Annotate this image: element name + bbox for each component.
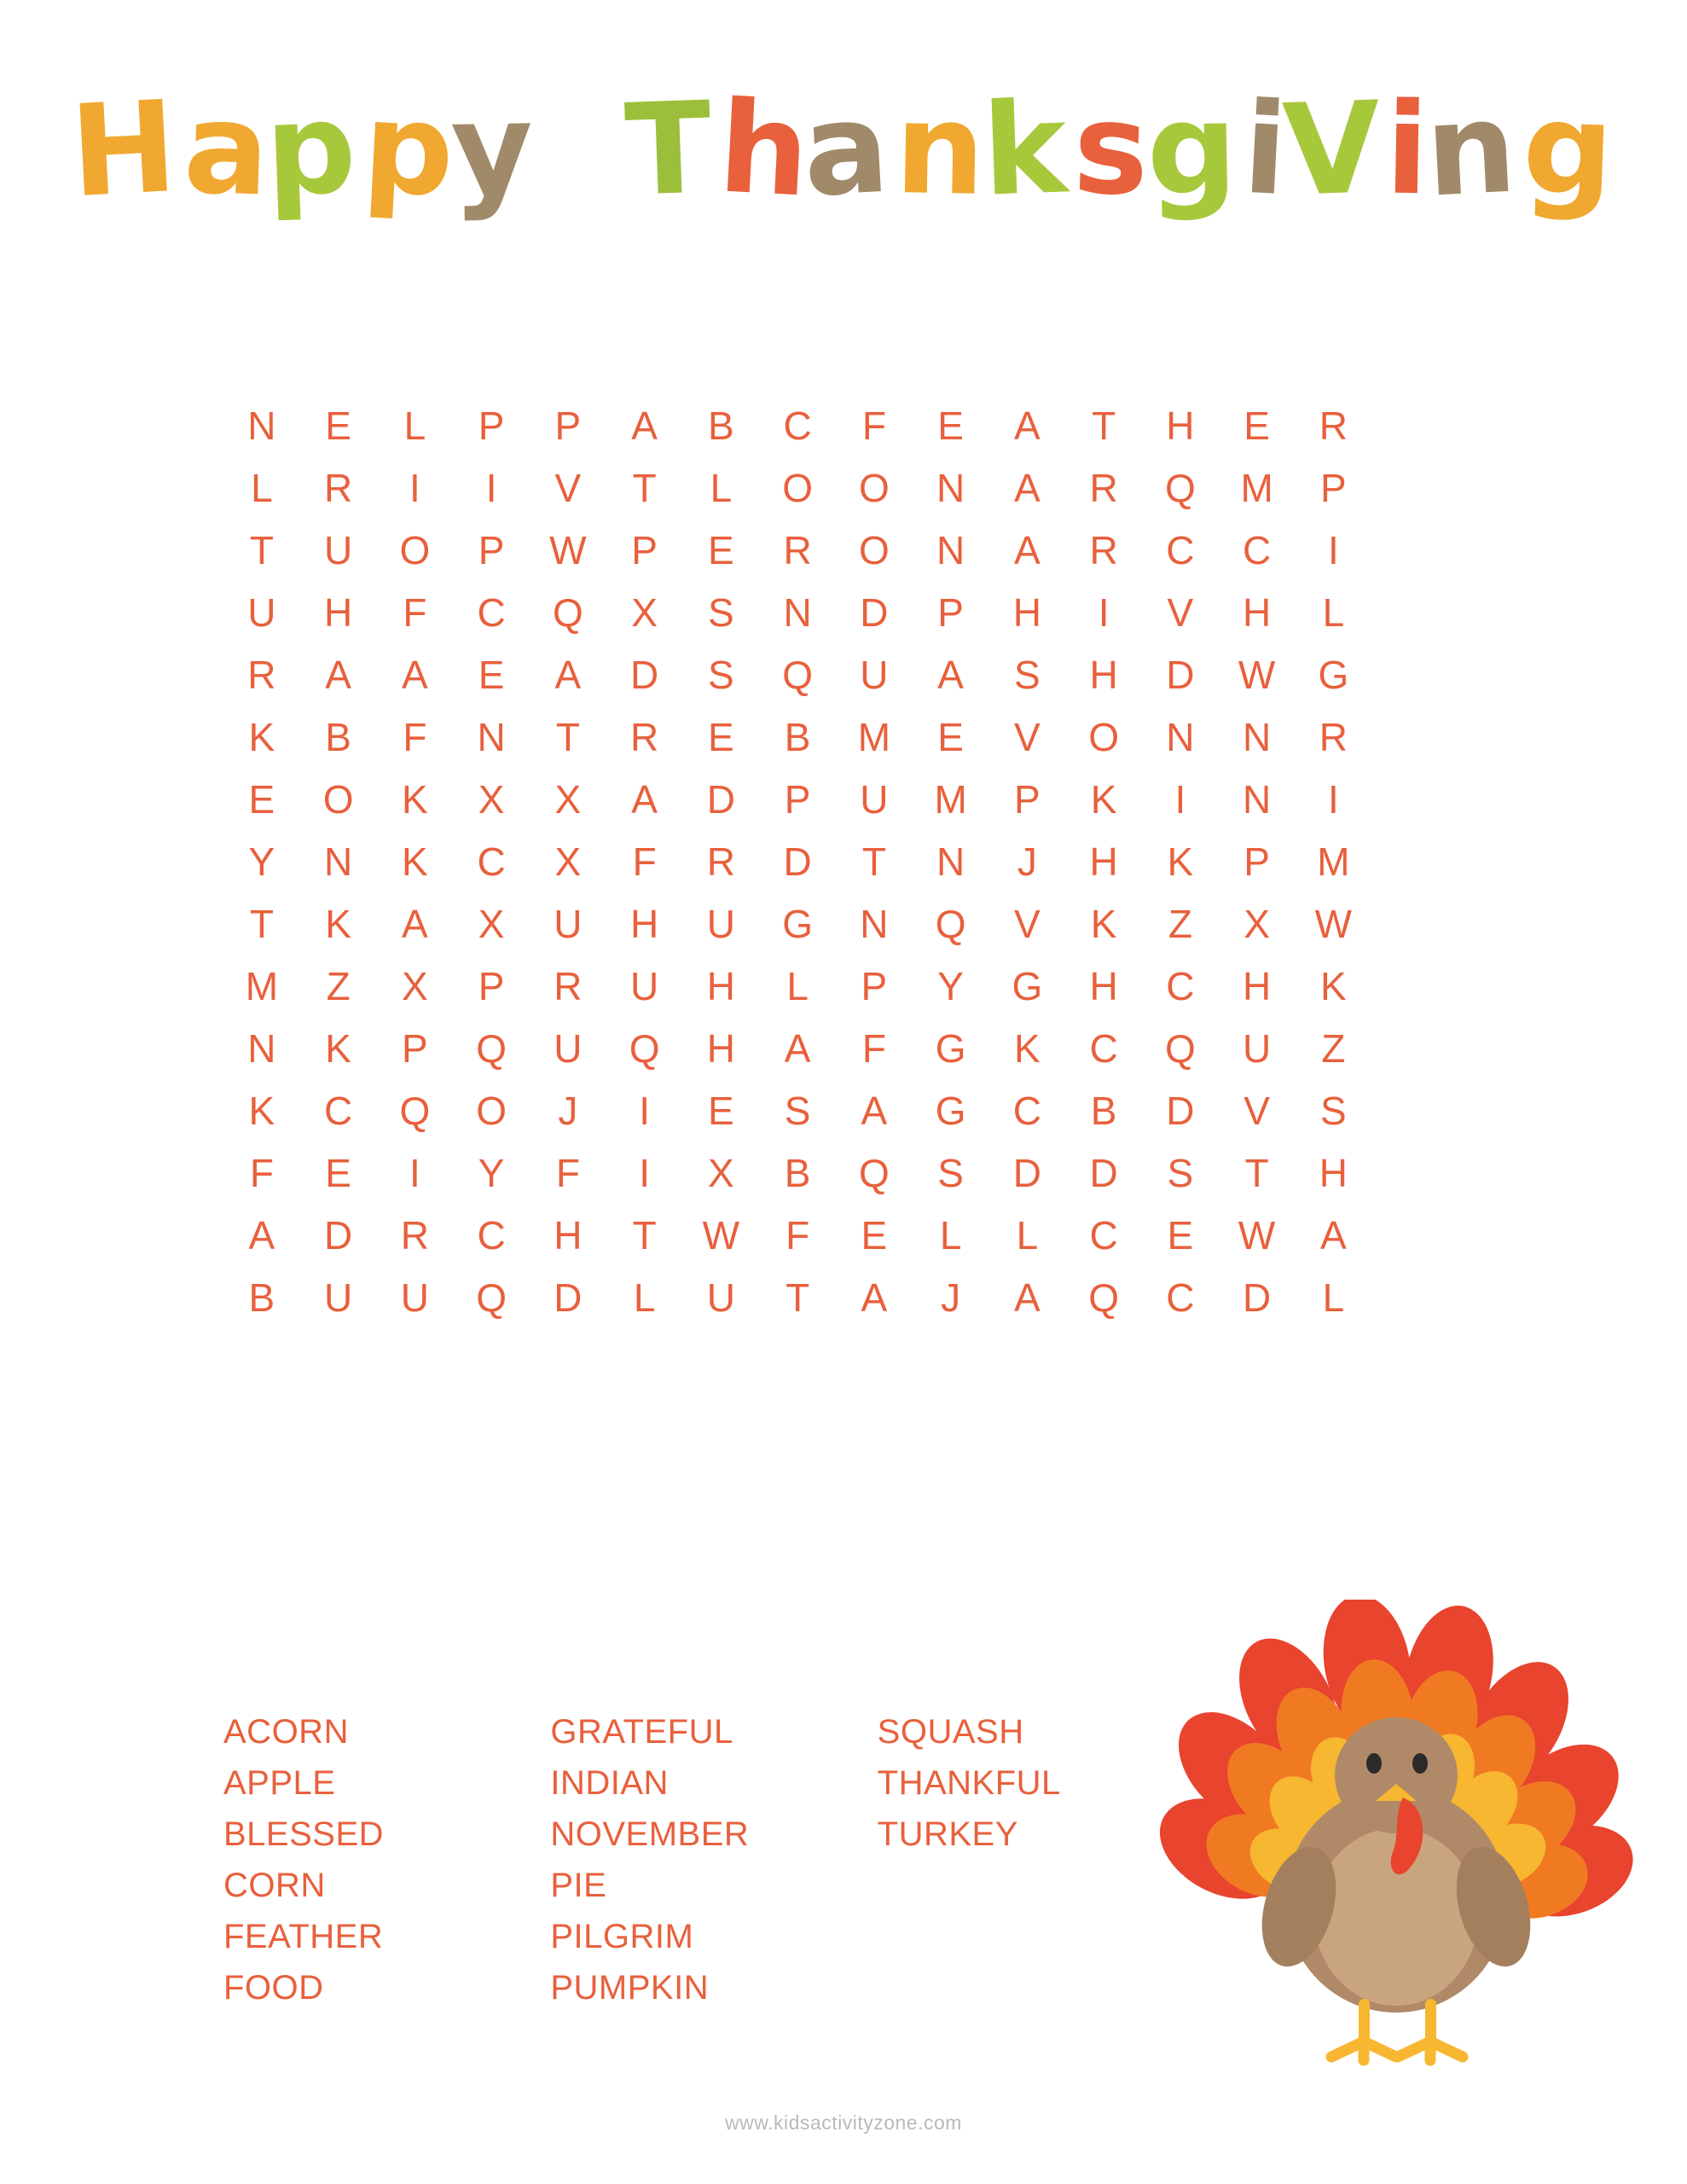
- grid-cell[interactable]: N: [1166, 714, 1195, 759]
- grid-cell[interactable]: E: [708, 527, 734, 572]
- title-letter: k: [980, 74, 1072, 224]
- grid-cell[interactable]: D: [1243, 1275, 1272, 1320]
- grid-cell[interactable]: H: [1089, 963, 1118, 1008]
- grid-cell[interactable]: D: [554, 1275, 583, 1320]
- word-list-column: [550, 1706, 877, 2013]
- grid-cell[interactable]: R: [247, 652, 276, 697]
- word-list-item[interactable]: FEATHER: [223, 1918, 384, 1955]
- grid-cell[interactable]: N: [247, 403, 276, 448]
- title-letter: h: [715, 73, 815, 225]
- grid-cell[interactable]: B: [708, 403, 734, 448]
- grid-cell[interactable]: A: [1320, 1212, 1347, 1258]
- grid-cell[interactable]: V: [1014, 714, 1041, 759]
- grid-cell[interactable]: X: [478, 901, 505, 946]
- grid-cell[interactable]: O: [322, 776, 354, 822]
- grid-cell[interactable]: K: [1090, 776, 1117, 822]
- grid-cell[interactable]: B: [248, 1275, 275, 1320]
- grid-cell[interactable]: [1371, 892, 1448, 955]
- grid-cell[interactable]: T: [249, 527, 274, 572]
- grid-cell[interactable]: R: [400, 1212, 429, 1258]
- grid-cell[interactable]: S: [937, 1150, 964, 1195]
- grid-cell[interactable]: U: [324, 1275, 353, 1320]
- word-list-item[interactable]: TURKEY: [877, 1815, 1018, 1853]
- title-letter: i: [1384, 75, 1432, 224]
- grid-cell[interactable]: I: [409, 1150, 420, 1195]
- grid-cell[interactable]: O: [1088, 714, 1120, 759]
- grid-cell[interactable]: [1371, 1141, 1448, 1204]
- title-letter: i: [1239, 74, 1293, 224]
- word-list-item[interactable]: THANKFUL: [877, 1764, 1061, 1802]
- grid-cell[interactable]: M: [857, 714, 891, 759]
- grid-cell[interactable]: M: [1240, 465, 1273, 510]
- grid-cell[interactable]: W: [1238, 1212, 1276, 1258]
- grid-cell[interactable]: E: [248, 776, 275, 822]
- grid-cell[interactable]: S: [784, 1088, 811, 1133]
- grid-cell[interactable]: O: [476, 1088, 507, 1133]
- grid-cell[interactable]: D: [706, 776, 735, 822]
- grid-cell[interactable]: Q: [476, 1025, 507, 1071]
- grid-cell[interactable]: H: [706, 963, 735, 1008]
- grid-cell[interactable]: I: [1327, 527, 1339, 572]
- grid-cell[interactable]: T: [632, 1212, 657, 1258]
- grid-cell[interactable]: Q: [399, 1088, 431, 1133]
- grid-cell[interactable]: U: [706, 901, 735, 946]
- grid-cell[interactable]: C: [1243, 527, 1272, 572]
- grid-cell[interactable]: A: [1014, 465, 1041, 510]
- word-list-item[interactable]: APPLE: [223, 1764, 336, 1802]
- grid-cell[interactable]: L: [403, 403, 426, 448]
- grid-cell[interactable]: I: [409, 465, 420, 510]
- grid-cell[interactable]: A: [1014, 403, 1041, 448]
- title-letter: p: [360, 73, 460, 225]
- grid-cell[interactable]: D: [1012, 1150, 1041, 1195]
- grid-cell[interactable]: A: [325, 652, 351, 697]
- grid-cell[interactable]: K: [1167, 839, 1194, 884]
- grid-cell[interactable]: H: [1243, 963, 1272, 1008]
- grid-cell[interactable]: S: [708, 590, 734, 635]
- grid-cell[interactable]: R: [554, 963, 583, 1008]
- grid-cell[interactable]: N: [783, 590, 812, 635]
- grid-cell[interactable]: A: [631, 403, 658, 448]
- grid-cell[interactable]: E: [937, 403, 964, 448]
- grid-cell[interactable]: R: [324, 465, 353, 510]
- grid-cell[interactable]: T: [861, 839, 886, 884]
- grid-cell[interactable]: I: [1098, 590, 1110, 635]
- title-letter: a: [799, 73, 895, 225]
- grid-cell[interactable]: [1371, 1266, 1448, 1328]
- grid-cell[interactable]: S: [708, 652, 734, 697]
- grid-cell[interactable]: F: [861, 1025, 886, 1071]
- title-letter: n: [893, 75, 988, 224]
- grid-cell[interactable]: H: [706, 1025, 735, 1071]
- grid-cell[interactable]: R: [1089, 465, 1118, 510]
- grid-cell[interactable]: F: [403, 590, 427, 635]
- grid-cell[interactable]: D: [860, 590, 889, 635]
- grid-cell[interactable]: U: [860, 776, 889, 822]
- word-list: [223, 1706, 1204, 2013]
- grid-cell[interactable]: M: [934, 776, 967, 822]
- grid-cell[interactable]: H: [1243, 590, 1272, 635]
- grid-cell[interactable]: D: [1166, 1088, 1195, 1133]
- grid-cell[interactable]: S: [1014, 652, 1041, 697]
- grid-cell[interactable]: [1371, 1017, 1448, 1079]
- grid-cell[interactable]: P: [784, 776, 811, 822]
- grid-cell[interactable]: P: [631, 527, 658, 572]
- grid-cell[interactable]: X: [554, 776, 582, 822]
- grid-cell[interactable]: P: [1320, 465, 1347, 510]
- grid-cell[interactable]: E: [325, 1150, 351, 1195]
- grid-cell[interactable]: H: [1089, 839, 1118, 884]
- grid-cell[interactable]: N: [936, 465, 965, 510]
- grid-cell[interactable]: N: [936, 527, 965, 572]
- grid-cell[interactable]: I: [485, 465, 497, 510]
- grid-cell[interactable]: K: [1090, 901, 1117, 946]
- title-letter: T: [623, 74, 716, 224]
- grid-cell[interactable]: G: [1012, 963, 1043, 1008]
- title-letter: n: [1422, 73, 1522, 225]
- title-letter: a: [181, 74, 274, 224]
- title-letter: g: [1145, 75, 1241, 224]
- grid-cell[interactable]: [1371, 456, 1448, 519]
- grid-cell[interactable]: T: [632, 465, 657, 510]
- grid-cell[interactable]: I: [1174, 776, 1186, 822]
- grid-cell[interactable]: [1371, 1204, 1448, 1266]
- word-list-item[interactable]: PIE: [550, 1867, 607, 1904]
- grid-cell[interactable]: P: [478, 403, 505, 448]
- grid-cell[interactable]: C: [477, 590, 506, 635]
- grid-cell[interactable]: A: [1014, 1275, 1041, 1320]
- grid-cell[interactable]: B: [325, 714, 351, 759]
- grid-cell[interactable]: T: [1092, 403, 1116, 448]
- grid-cell[interactable]: X: [1244, 901, 1270, 946]
- grid-cell[interactable]: [1371, 581, 1448, 643]
- grid-cell[interactable]: K: [402, 839, 428, 884]
- title-letter: V: [1280, 74, 1385, 225]
- grid-cell[interactable]: A: [861, 1275, 888, 1320]
- word-list-item[interactable]: INDIAN: [550, 1764, 669, 1802]
- grid-cell[interactable]: C: [477, 839, 506, 884]
- word-list-item[interactable]: SQUASH: [877, 1713, 1024, 1751]
- grid-cell[interactable]: A: [784, 1025, 811, 1071]
- grid-cell[interactable]: Y: [248, 839, 275, 884]
- grid-cell[interactable]: Z: [1168, 901, 1192, 946]
- grid-cell[interactable]: H: [630, 901, 659, 946]
- word-list-item[interactable]: ACORN: [223, 1713, 349, 1751]
- grid-cell[interactable]: P: [1014, 776, 1041, 822]
- grid-cell[interactable]: C: [324, 1088, 353, 1133]
- grid-cell[interactable]: Q: [858, 1150, 890, 1195]
- grid-cell[interactable]: N: [477, 714, 506, 759]
- grid-cell[interactable]: K: [1320, 963, 1347, 1008]
- title-letter: s: [1070, 74, 1153, 224]
- grid-cell[interactable]: S: [1167, 1150, 1194, 1195]
- grid-cell[interactable]: E: [708, 714, 734, 759]
- grid-cell[interactable]: G: [782, 901, 814, 946]
- grid-cell[interactable]: U: [554, 1025, 583, 1071]
- grid-cell[interactable]: X: [478, 776, 505, 822]
- grid-cell[interactable]: [1371, 706, 1448, 768]
- grid-cell[interactable]: X: [631, 590, 658, 635]
- title-letter: [536, 84, 628, 216]
- grid-cell[interactable]: T: [786, 1275, 810, 1320]
- grid-cell[interactable]: X: [708, 1150, 734, 1195]
- grid-cell[interactable]: F: [786, 1212, 810, 1258]
- grid-cell[interactable]: N: [324, 839, 353, 884]
- grid-cell[interactable]: [1371, 830, 1448, 892]
- grid-cell[interactable]: E: [937, 714, 964, 759]
- grid-cell[interactable]: Z: [326, 963, 351, 1008]
- grid-cell[interactable]: D: [324, 1212, 353, 1258]
- grid-cell[interactable]: W: [549, 527, 587, 572]
- grid-cell[interactable]: [1371, 1079, 1448, 1141]
- grid-cell[interactable]: E: [861, 1212, 888, 1258]
- grid-cell[interactable]: X: [402, 963, 428, 1008]
- grid-cell[interactable]: J: [558, 1088, 578, 1133]
- grid-cell[interactable]: Q: [1088, 1275, 1120, 1320]
- grid-cell[interactable]: K: [325, 901, 351, 946]
- grid-cell[interactable]: P: [402, 1025, 428, 1071]
- grid-cell[interactable]: R: [1319, 403, 1348, 448]
- grid-cell[interactable]: L: [1016, 1212, 1039, 1258]
- grid-cell[interactable]: A: [402, 652, 428, 697]
- word-list-item[interactable]: PUMPKIN: [550, 1969, 710, 2007]
- grid-cell[interactable]: P: [861, 963, 888, 1008]
- grid-cell[interactable]: K: [248, 714, 275, 759]
- grid-cell[interactable]: V: [1167, 590, 1194, 635]
- grid-cell[interactable]: G: [1318, 652, 1349, 697]
- grid-cell[interactable]: [1371, 955, 1448, 1017]
- grid-cell[interactable]: C: [1166, 527, 1195, 572]
- grid-cell[interactable]: M: [1317, 839, 1350, 884]
- grid-cell[interactable]: K: [402, 776, 428, 822]
- grid-cell[interactable]: A: [554, 652, 582, 697]
- grid-cell[interactable]: N: [860, 901, 889, 946]
- grid-cell[interactable]: O: [858, 465, 890, 510]
- grid-cell[interactable]: R: [706, 839, 735, 884]
- grid-cell[interactable]: D: [1166, 652, 1195, 697]
- grid-cell[interactable]: C: [1166, 1275, 1195, 1320]
- grid-cell[interactable]: S: [1320, 1088, 1347, 1133]
- grid-cell[interactable]: H: [324, 590, 353, 635]
- grid-cell[interactable]: K: [325, 1025, 351, 1071]
- grid-cell[interactable]: R: [630, 714, 659, 759]
- grid-cell[interactable]: [1371, 643, 1448, 706]
- grid-cell[interactable]: L: [710, 465, 733, 510]
- grid-cell[interactable]: Q: [552, 590, 583, 635]
- grid-cell[interactable]: C: [1012, 1088, 1041, 1133]
- grid-cell[interactable]: C: [1166, 963, 1195, 1008]
- grid-cell[interactable]: H: [1012, 590, 1041, 635]
- grid-cell[interactable]: W: [1314, 901, 1353, 946]
- grid-cell[interactable]: F: [632, 839, 657, 884]
- grid-cell[interactable]: Z: [1321, 1025, 1346, 1071]
- grid-cell[interactable]: F: [555, 1150, 580, 1195]
- word-list-item[interactable]: GRATEFUL: [550, 1713, 733, 1751]
- grid-cell[interactable]: P: [478, 963, 505, 1008]
- grid-cell[interactable]: A: [631, 776, 658, 822]
- grid-cell[interactable]: L: [633, 1275, 656, 1320]
- grid-cell[interactable]: U: [554, 901, 583, 946]
- grid-cell[interactable]: Q: [1164, 1025, 1196, 1071]
- word-list-item[interactable]: PILGRIM: [550, 1918, 694, 1955]
- grid-cell[interactable]: Q: [935, 901, 966, 946]
- grid-cell[interactable]: W: [1238, 652, 1276, 697]
- grid-cell[interactable]: N: [247, 1025, 276, 1071]
- grid-cell[interactable]: N: [936, 839, 965, 884]
- grid-cell[interactable]: [1371, 519, 1448, 581]
- grid-cell[interactable]: L: [251, 465, 273, 510]
- grid-cell[interactable]: L: [939, 1212, 962, 1258]
- grid-cell[interactable]: F: [249, 1150, 274, 1195]
- grid-cell[interactable]: O: [858, 527, 890, 572]
- grid-cell[interactable]: T: [249, 901, 274, 946]
- grid-cell[interactable]: H: [1166, 403, 1195, 448]
- grid-cell[interactable]: P: [937, 590, 964, 635]
- grid-cell[interactable]: I: [1327, 776, 1339, 822]
- grid-cell[interactable]: A: [937, 652, 964, 697]
- grid-cell[interactable]: U: [400, 1275, 429, 1320]
- grid-cell[interactable]: G: [935, 1025, 966, 1071]
- grid-cell[interactable]: L: [1322, 590, 1345, 635]
- title-letter: H: [67, 73, 182, 226]
- grid-cell[interactable]: B: [1090, 1088, 1117, 1133]
- word-list-item[interactable]: BLESSED: [223, 1815, 385, 1853]
- grid-cell[interactable]: B: [784, 1150, 811, 1195]
- grid-cell[interactable]: X: [554, 839, 582, 884]
- grid-cell[interactable]: U: [630, 963, 659, 1008]
- grid-cell[interactable]: P: [1244, 839, 1270, 884]
- grid-cell[interactable]: N: [1243, 714, 1272, 759]
- grid-cell[interactable]: J: [941, 1275, 961, 1320]
- grid-cell[interactable]: T: [555, 714, 580, 759]
- grid-cell[interactable]: V: [1014, 901, 1041, 946]
- grid-cell[interactable]: O: [782, 465, 814, 510]
- grid-cell[interactable]: C: [1089, 1025, 1118, 1071]
- grid-cell[interactable]: V: [554, 465, 582, 510]
- grid-cell[interactable]: C: [1089, 1212, 1118, 1258]
- grid-cell[interactable]: Q: [476, 1275, 507, 1320]
- grid-cell[interactable]: F: [403, 714, 427, 759]
- grid-cell[interactable]: P: [554, 403, 582, 448]
- grid-cell[interactable]: W: [702, 1212, 740, 1258]
- word-search-grid: [223, 394, 1448, 1328]
- grid-cell[interactable]: R: [783, 527, 812, 572]
- title-letter: y: [449, 75, 536, 224]
- grid-cell[interactable]: T: [1244, 1150, 1269, 1195]
- grid-cell[interactable]: E: [1244, 403, 1270, 448]
- grid-cell[interactable]: [1371, 768, 1448, 830]
- word-list-column: [223, 1706, 550, 2013]
- grid-cell[interactable]: H: [1319, 1150, 1348, 1195]
- grid-cell[interactable]: A: [402, 901, 428, 946]
- grid-cell[interactable]: J: [1017, 839, 1037, 884]
- grid-cell[interactable]: U: [247, 590, 276, 635]
- grid-cell[interactable]: N: [1243, 776, 1272, 822]
- grid-cell[interactable]: G: [935, 1088, 966, 1133]
- footer-url: www.kidsactivityzone.com: [725, 2111, 962, 2134]
- grid-cell[interactable]: M: [245, 963, 279, 1008]
- grid-cell[interactable]: R: [1089, 527, 1118, 572]
- word-list-item[interactable]: FOOD: [223, 1969, 324, 2007]
- grid-cell[interactable]: V: [1244, 1088, 1270, 1133]
- grid-cell[interactable]: [1371, 394, 1448, 456]
- grid-cell[interactable]: C: [477, 1212, 506, 1258]
- grid-cell[interactable]: D: [1089, 1150, 1118, 1195]
- grid-cell[interactable]: U: [1243, 1025, 1272, 1071]
- grid-cell[interactable]: O: [399, 527, 431, 572]
- title-letter: g: [1521, 74, 1619, 224]
- grid-cell[interactable]: C: [783, 403, 812, 448]
- grid-cell[interactable]: H: [1089, 652, 1118, 697]
- grid-cell[interactable]: E: [478, 652, 505, 697]
- grid-cell[interactable]: K: [1014, 1025, 1041, 1071]
- grid-cell[interactable]: P: [478, 527, 505, 572]
- grid-cell[interactable]: L: [1322, 1275, 1345, 1320]
- grid-cell[interactable]: I: [639, 1088, 651, 1133]
- grid-cell[interactable]: E: [325, 403, 351, 448]
- grid-cell[interactable]: U: [706, 1275, 735, 1320]
- grid-cell[interactable]: E: [708, 1088, 734, 1133]
- grid-cell[interactable]: F: [861, 403, 886, 448]
- grid-cell[interactable]: U: [860, 652, 889, 697]
- grid-cell[interactable]: A: [861, 1088, 888, 1133]
- grid-cell[interactable]: I: [639, 1150, 651, 1195]
- grid-cell[interactable]: Y: [478, 1150, 505, 1195]
- grid-cell[interactable]: Q: [1164, 465, 1196, 510]
- grid-cell[interactable]: D: [630, 652, 659, 697]
- grid-cell[interactable]: Y: [937, 963, 964, 1008]
- grid-cell[interactable]: R: [1319, 714, 1348, 759]
- grid-cell[interactable]: U: [324, 527, 353, 572]
- word-list-item[interactable]: CORN: [223, 1867, 326, 1904]
- grid-cell[interactable]: A: [1014, 527, 1041, 572]
- page-title: [0, 73, 1687, 226]
- word-list-item[interactable]: NOVEMBER: [550, 1815, 750, 1853]
- grid-cell[interactable]: Q: [782, 652, 814, 697]
- grid-cell[interactable]: K: [248, 1088, 275, 1133]
- grid-cell[interactable]: Q: [629, 1025, 660, 1071]
- grid-cell[interactable]: E: [1167, 1212, 1194, 1258]
- grid-cell[interactable]: L: [786, 963, 809, 1008]
- grid-cell[interactable]: D: [783, 839, 812, 884]
- grid-cell[interactable]: A: [248, 1212, 275, 1258]
- grid-cell[interactable]: B: [784, 714, 811, 759]
- grid-cell[interactable]: H: [554, 1212, 583, 1258]
- turkey-illustration: [1122, 1600, 1633, 2077]
- title-letter: p: [263, 74, 361, 224]
